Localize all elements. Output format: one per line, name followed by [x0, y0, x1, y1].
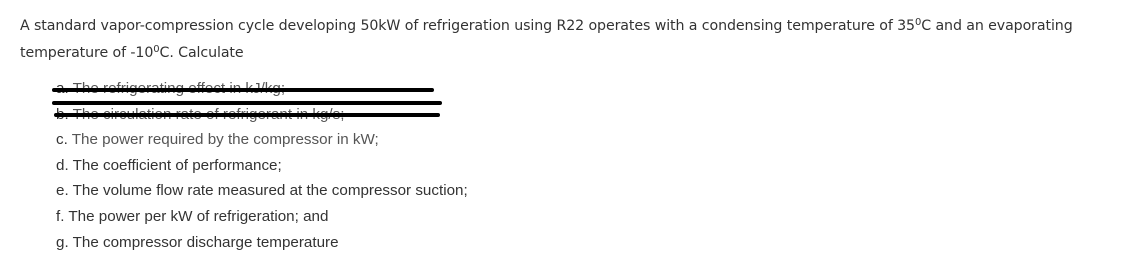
list-item-a	[56, 76, 468, 102]
list-item-text: The power required by the compressor in kW;	[71, 131, 379, 149]
strikethrough-mark	[52, 101, 442, 105]
list-item-e	[56, 178, 468, 204]
list-marker: e.	[56, 182, 69, 200]
strikethrough-mark	[54, 113, 440, 117]
degree-superscript: 0	[914, 17, 922, 28]
problem-statement	[20, 13, 1132, 67]
list-marker: c.	[56, 131, 68, 149]
list-item-text: The volume flow rate measured at the compressor suction;	[72, 182, 468, 200]
question-list	[56, 76, 468, 255]
problem-line-2-suffix: C. Calculate	[159, 45, 244, 61]
problem-line-1-text: A standard vapor-compression cycle developing 50kW of refrigeration using R22 operates with a condensing temperature of 35	[20, 18, 915, 34]
list-marker: d.	[56, 156, 69, 174]
strikethrough-mark	[52, 88, 434, 92]
list-marker: g.	[56, 233, 69, 251]
list-item-text: The power per kW of refrigeration; and	[68, 207, 329, 225]
problem-line-1-suffix: C and an evaporating	[921, 18, 1073, 34]
list-marker: f.	[56, 207, 65, 225]
degree-superscript: 0	[153, 44, 160, 55]
list-item-f	[56, 204, 468, 230]
problem-line-2	[20, 40, 1132, 67]
list-item-text: The compressor discharge temperature	[72, 233, 339, 251]
list-item-c	[56, 127, 468, 153]
problem-line-1	[20, 13, 1132, 40]
problem-line-2-text: temperature of -10	[20, 45, 154, 61]
list-item-text: The coefficient of performance;	[72, 156, 282, 174]
list-item-g	[56, 230, 468, 256]
list-item-d	[56, 153, 468, 179]
